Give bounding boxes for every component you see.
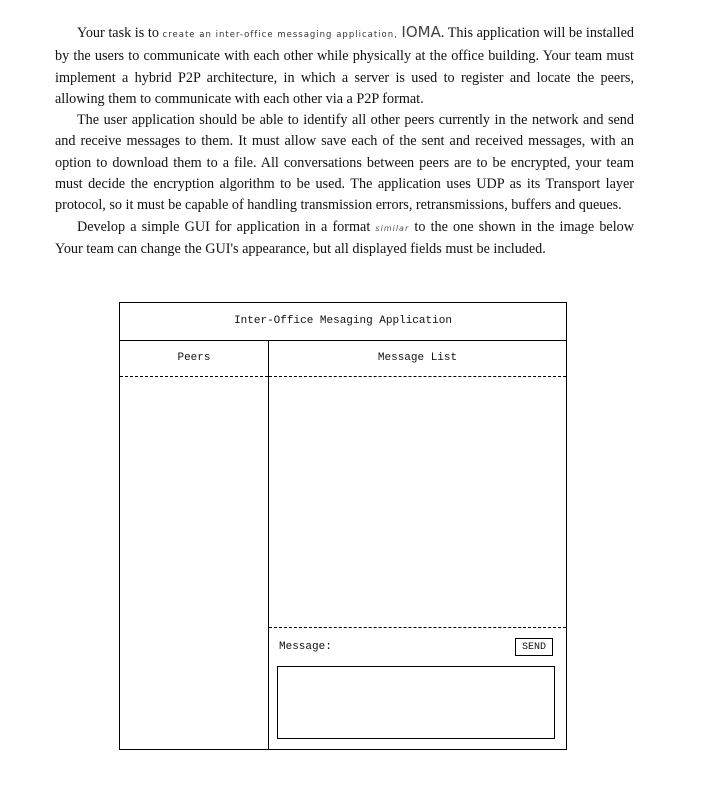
send-button[interactable]: SEND [515,638,553,656]
para3-similar: similar [375,223,410,233]
message-list-panel [269,341,566,749]
para1-rest: . This application will be installed by the users to communicate with each other while physically at the office building. Your team must implement a hybrid P2P architecture, in which a server is used to register and locate the peers, allowing them to communicate with each other via a P2P format. [55,25,634,107]
app-title: Inter-Office Mesaging Application [120,303,566,341]
gui-mockup [119,302,567,750]
document-body [55,22,634,260]
paragraph-1 [55,22,634,110]
message-list-area[interactable] [269,377,566,628]
para3-rest: to the one shown in the image below Your team can change the GUI's appearance, but all displayed fields must be included. [55,218,634,257]
peers-header: Peers [120,341,268,377]
paragraph-2: The user application should be able to identify all other peers currently in the network and send and receive messages to them. It must allow save each of the sent and received messages, with an option to download them to a file. All conversations between peers are to be encrypted, your team must decide the encryption algorithm to be used. The application uses UDP as its Transport layer protocol, so it must be capable of handling transmission errors, retransmissions, buffers and queues. [55,112,634,214]
peers-panel [120,341,269,749]
para3-lead: Develop a simple GUI for application in a format [77,218,376,235]
para1-acronym: IOMA [401,23,441,41]
para1-lead: Your task is to [77,25,163,41]
para1-phrase: create an inter-office messaging application, [162,30,398,40]
message-input[interactable] [277,666,555,739]
paragraph-3 [55,217,634,261]
message-label: Message: [279,641,332,653]
message-list-header: Message List [269,341,566,377]
